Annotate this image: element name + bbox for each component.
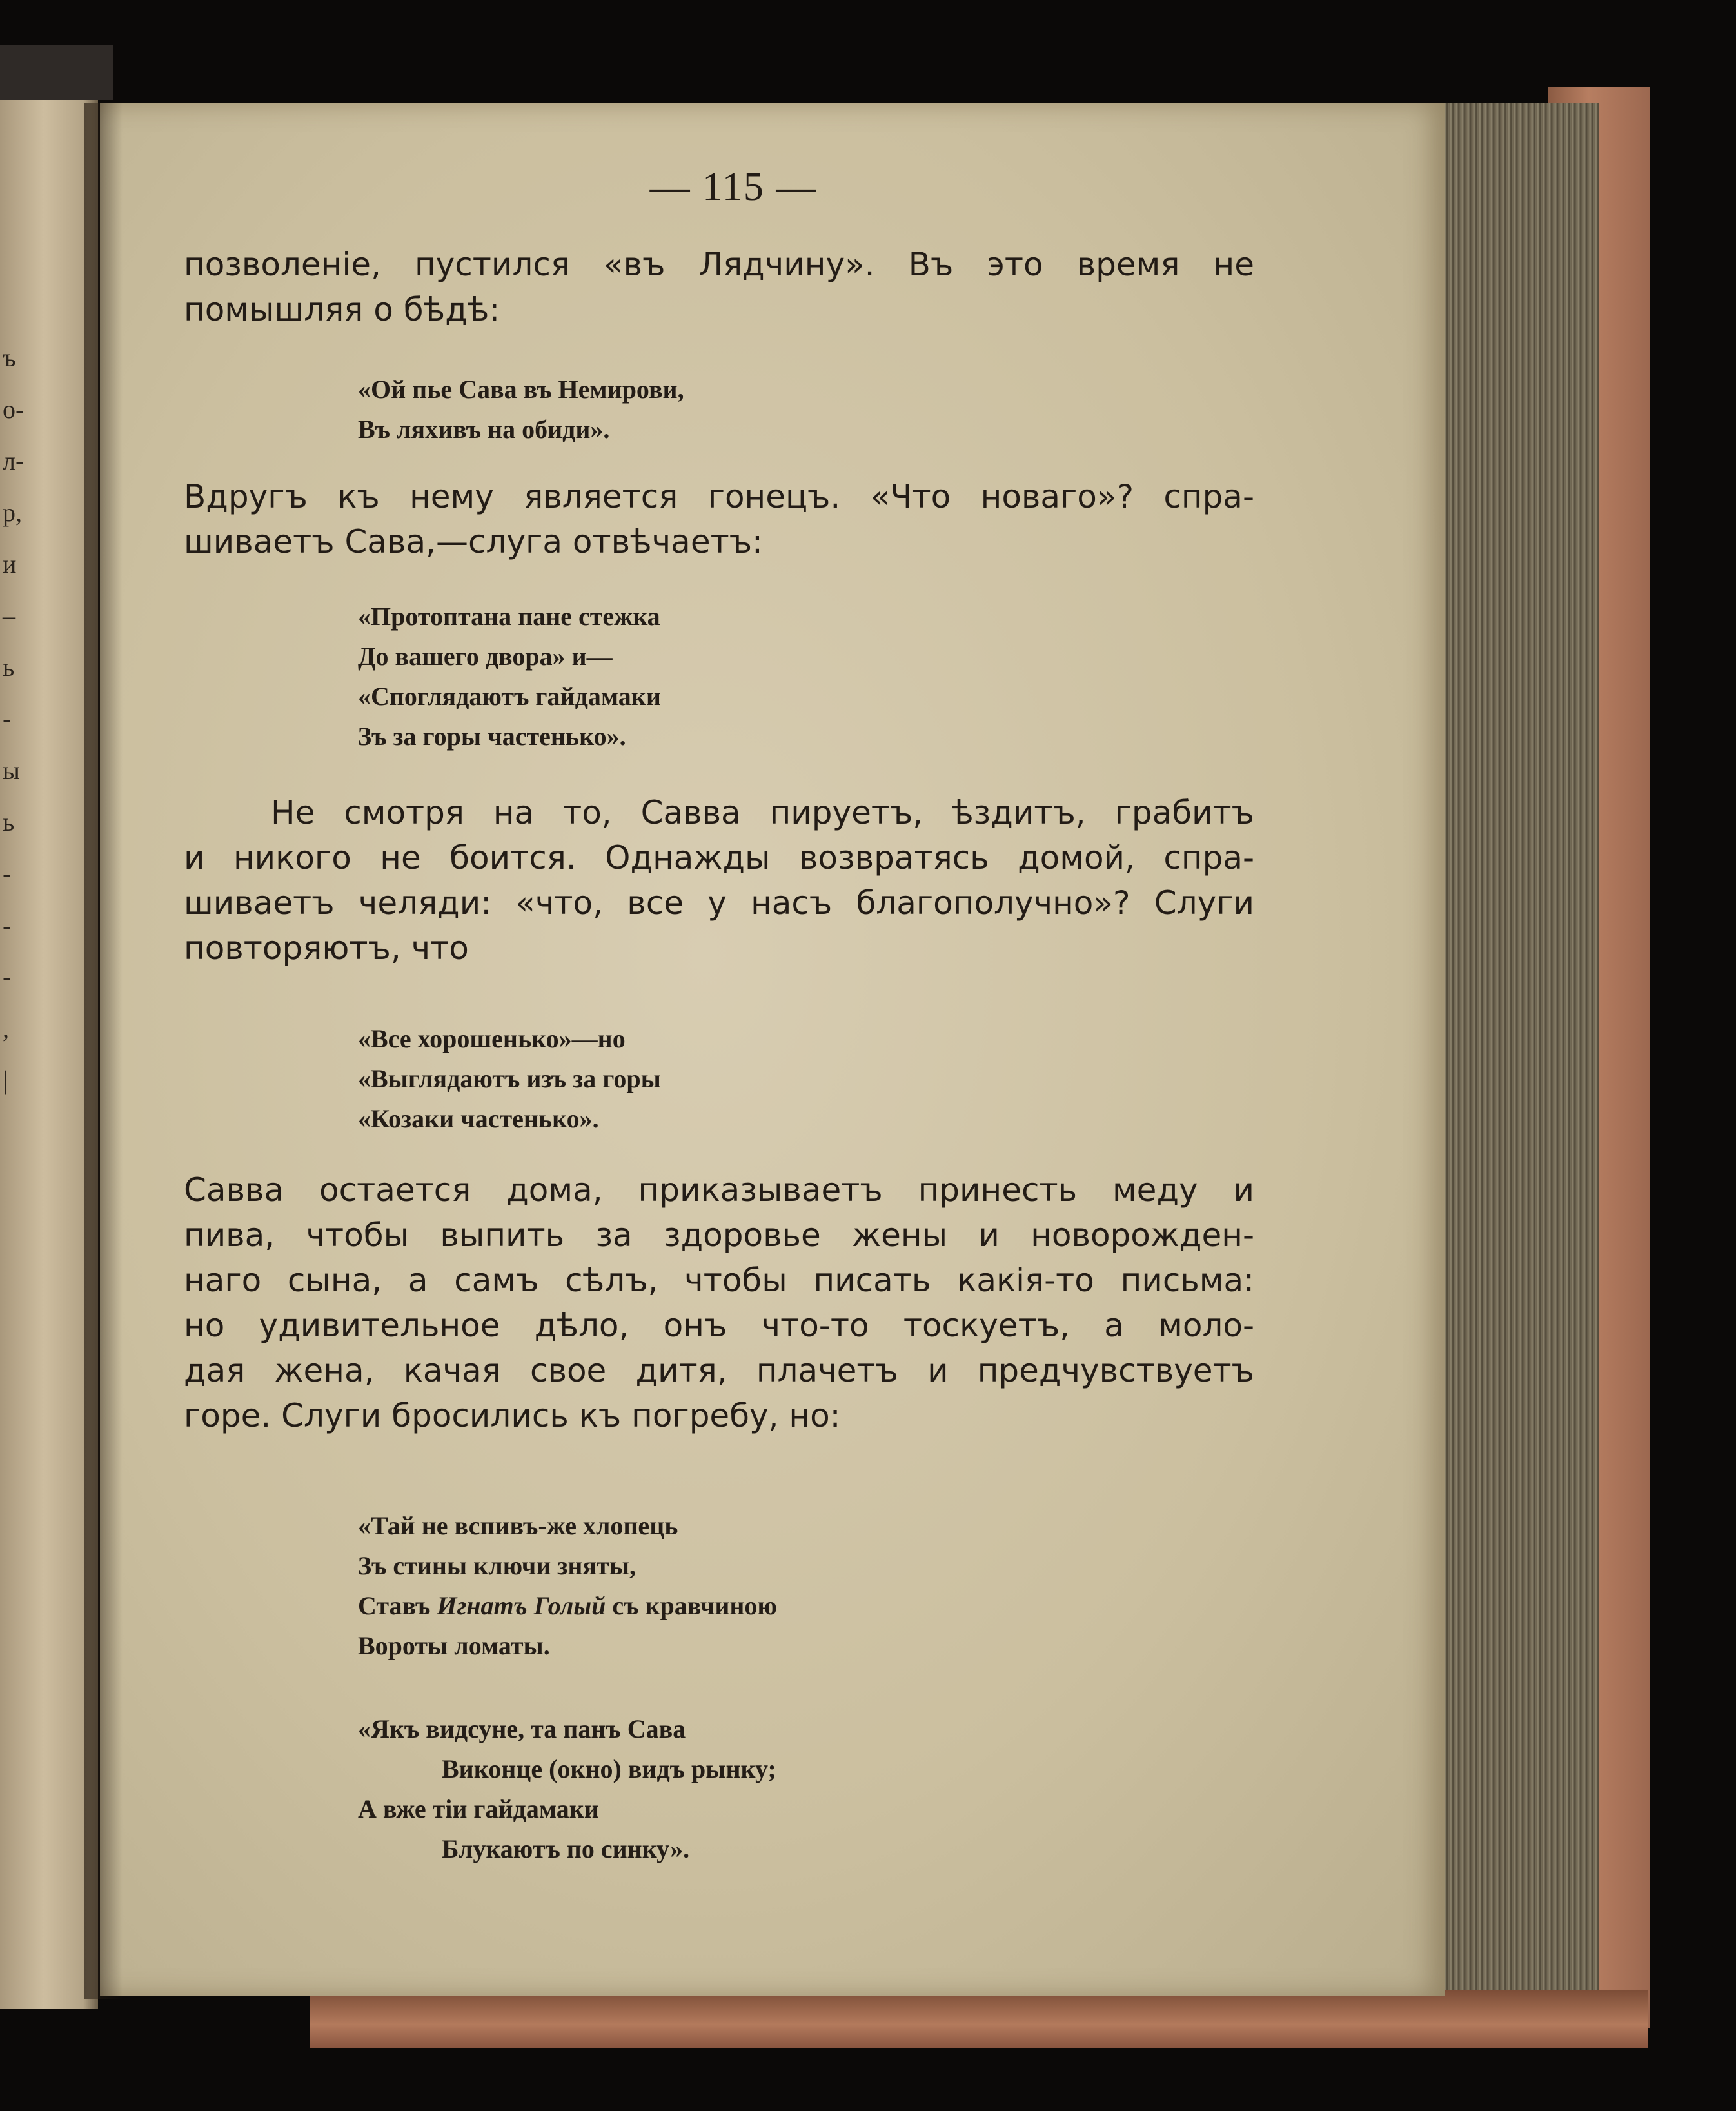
- left-fragment: р,: [3, 498, 22, 527]
- left-fragment: ы: [3, 756, 20, 785]
- left-fragment: -: [3, 859, 12, 888]
- left-fragment: ,: [3, 1014, 9, 1043]
- paragraph-2: [184, 474, 1254, 564]
- left-fragment: -: [3, 962, 12, 991]
- text-line: повторяютъ, что: [184, 929, 469, 967]
- verse-5: [358, 1709, 776, 1869]
- text-line: но удивительное дѣло, онъ что-то тоскуетъ, а моло-: [184, 1307, 1254, 1344]
- verse-line: Блукаютъ по синку».: [442, 1834, 690, 1863]
- left-page-text-fragments: [0, 332, 39, 1106]
- text-line: шиваетъ челяди: «что, все у насъ благополучно»? Слуги: [184, 884, 1254, 922]
- left-fragment: о-: [3, 395, 25, 424]
- text-line: Не смотря на то, Савва пируетъ, ѣздитъ, грабитъ: [271, 794, 1254, 831]
- verse-line: «Тай не вспивъ-же хлопець: [358, 1511, 678, 1540]
- verse-line: До вашего двора» и—: [358, 642, 613, 671]
- left-fragment: ь: [3, 653, 15, 682]
- left-fragment: л-: [3, 446, 25, 475]
- verse-line: А вже тіи гайдамаки: [358, 1794, 599, 1823]
- verse-line: «Ой пье Сава въ Немирови,: [358, 375, 684, 404]
- verse-text: съ кравчиною: [606, 1591, 777, 1620]
- book-page: [100, 103, 1445, 1996]
- page-number: — 115 —: [649, 165, 818, 209]
- verse-line: «Якъ видсуне, та панъ Сава: [358, 1714, 686, 1743]
- verse-3: [358, 1019, 661, 1139]
- verse-2: [358, 597, 661, 757]
- text-line: наго сына, а самъ сѣлъ, чтобы писать какія-то письма:: [184, 1262, 1254, 1299]
- text-line: помышляя о бѣдѣ:: [184, 291, 500, 328]
- text-line: позволеніе, пустился «въ Лядчину». Въ это время не: [184, 246, 1254, 283]
- verse-line: [358, 1586, 777, 1626]
- verse-line: Виконце (окно) видъ рынку;: [442, 1754, 776, 1783]
- paragraph-3: [184, 790, 1254, 971]
- text-line: шиваетъ Сава,—слуга отвѣчаетъ:: [184, 523, 763, 560]
- gutter-shadow: [84, 103, 123, 1999]
- verse-line: «Протоптана пане стежка: [358, 602, 660, 631]
- left-fragment: –: [3, 601, 15, 630]
- verse-4: [358, 1506, 777, 1666]
- verse-line: «Козаки частенько».: [358, 1104, 599, 1133]
- text-line: пива, чтобы выпить за здоровье жены и новорожден-: [184, 1216, 1254, 1254]
- paragraph-1: [184, 242, 1254, 332]
- verse-line: «Выглядаютъ изъ за горы: [358, 1064, 661, 1093]
- verse-text: Ставъ: [358, 1591, 437, 1620]
- text-line: дая жена, качая свое дитя, плачетъ и предчувствуетъ: [184, 1352, 1254, 1389]
- verse-line: Въ ляхивъ на обиди».: [358, 415, 610, 444]
- text-line: и никого не боится. Однажды возвратясь домой, спра-: [184, 839, 1254, 877]
- left-fragment: |: [3, 1065, 8, 1095]
- text-line: горе. Слуги бросились къ погребу, но:: [184, 1397, 841, 1434]
- verse-line: «Все хорошенько»—но: [358, 1024, 626, 1053]
- left-fragment: ъ: [3, 343, 16, 372]
- paragraph-4: [184, 1167, 1254, 1438]
- text-line: Вдругъ къ нему является гонецъ. «Что новаго»? спра-: [184, 478, 1254, 515]
- left-fragment: ь: [3, 808, 15, 837]
- page-block-edge: [1432, 103, 1599, 2006]
- verse-line: Зъ за горы частенько».: [358, 722, 626, 751]
- verse-line: Вороты ломаты.: [358, 1631, 550, 1660]
- text-line: Савва остается дома, приказываетъ принесть меду и: [184, 1171, 1254, 1209]
- verse-1: [358, 370, 684, 450]
- verse-line: Зъ стины ключи зняты,: [358, 1551, 636, 1580]
- left-fragment: и: [3, 550, 17, 579]
- book-cover-bottom: [310, 1990, 1648, 2048]
- left-cover-edge: [0, 45, 113, 100]
- left-fragment: -: [3, 911, 12, 940]
- verse-line: «Споглядаютъ гайдамаки: [358, 682, 661, 711]
- left-fragment: -: [3, 704, 12, 733]
- verse-name-italic: Игнатъ Голый: [437, 1591, 606, 1620]
